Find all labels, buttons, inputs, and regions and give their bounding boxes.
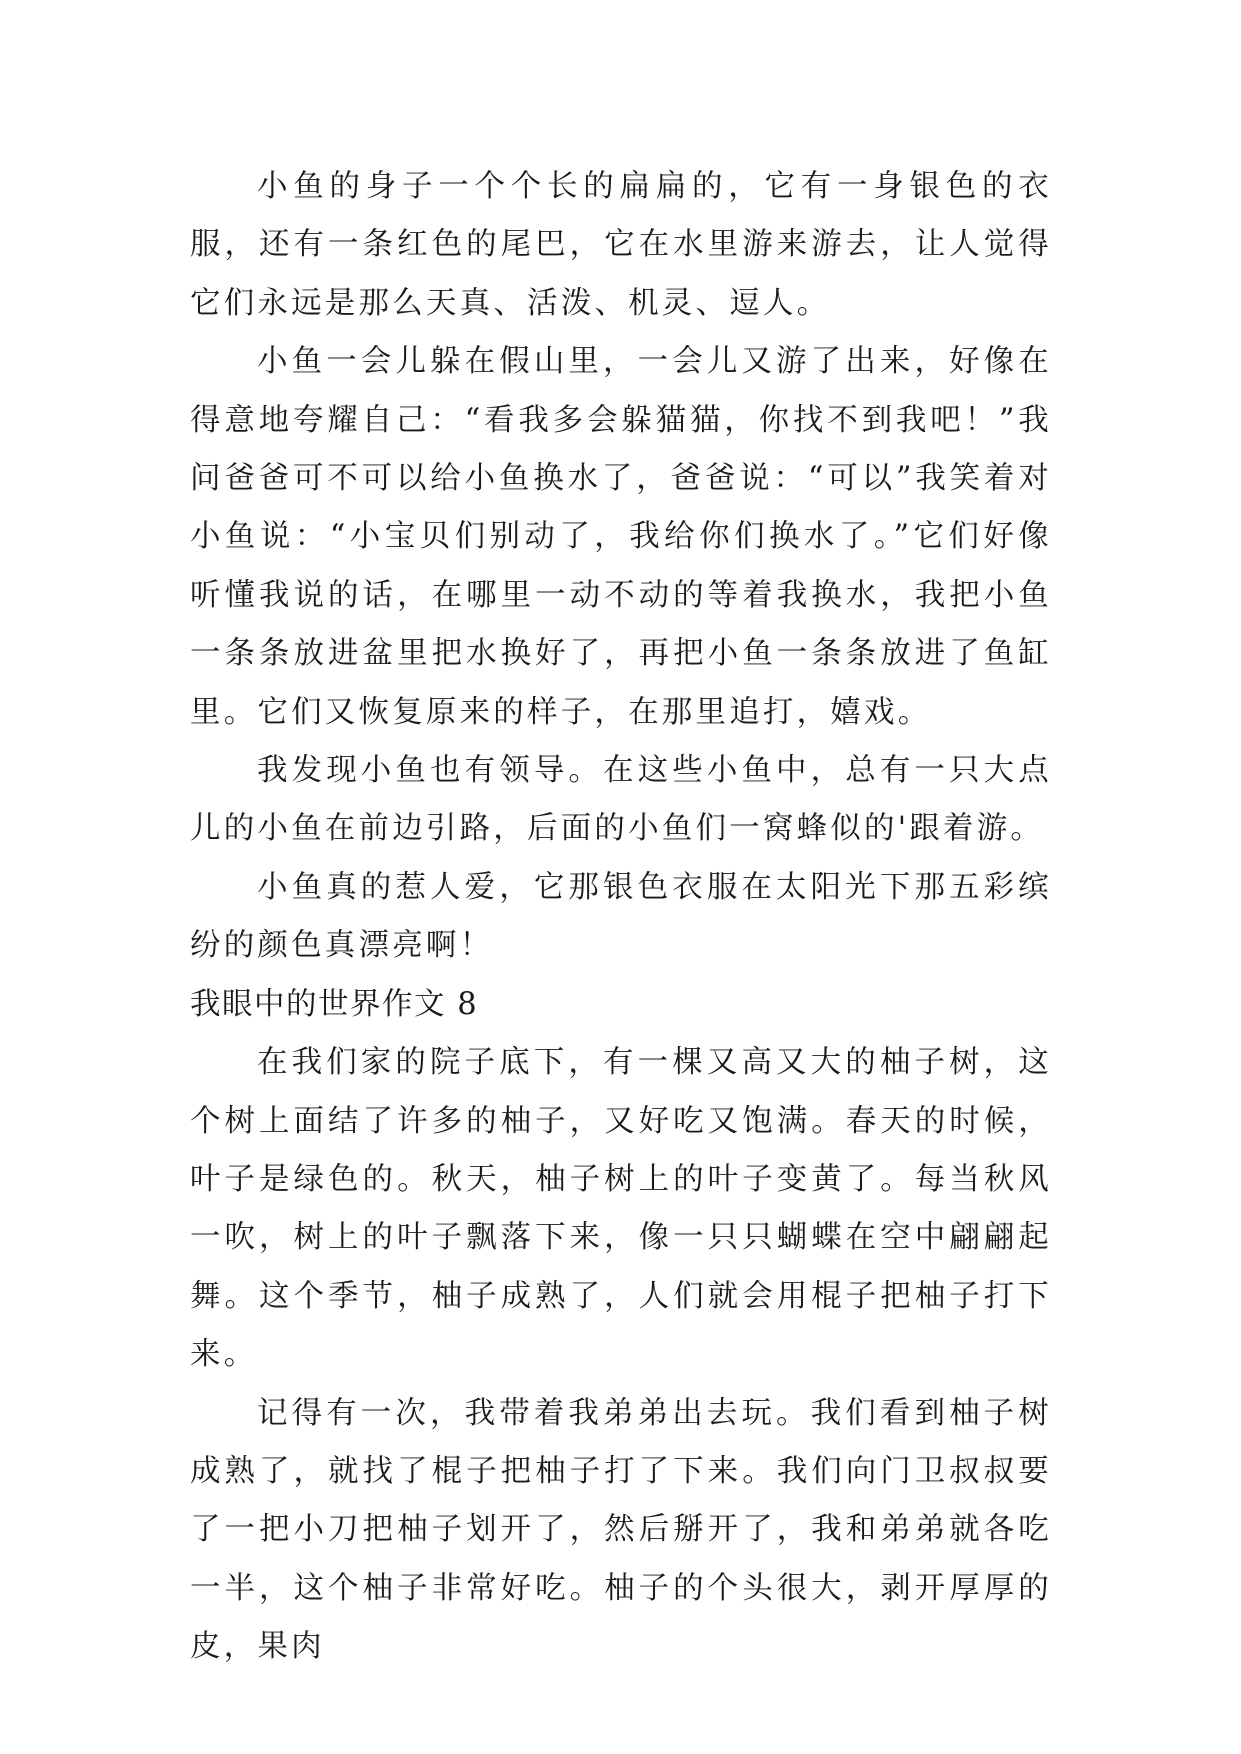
paragraph-fish-hide-and-seek: 小鱼一会儿躲在假山里，一会儿又游了出来，好像在得意地夸耀自己：“看我多会躲猫猫，你找不到我吧！”我问爸爸可不可以给小鱼换水了，爸爸说：“可以”我笑着对小鱼说：“小宝贝们别动了，我给你们换水了。”它们好像听懂我说的话，在哪里一动不动的等着我换水，我把小鱼一条条放进盆里把水换好了，再把小鱼一条条放进了鱼缸里。它们又恢复原来的样子，在那里追打，嬉戏。 (190, 344, 1052, 730)
essay-heading: 我眼中的世界作文 8 (190, 986, 479, 1022)
paragraph-pomelo-memory: 记得有一次，我带着我弟弟出去玩。我们看到柚子树成熟了，就找了棍子把柚子打了下来。我们向门卫叔叔要了一把小刀把柚子划开了，然后掰开了，我和弟弟就各吃一半，这个柚子非常好吃。柚子的个头很大，剥开厚厚的皮，果肉 (190, 1395, 1052, 1665)
paragraph-pomelo-tree: 在我们家的院子底下，有一棵又高又大的柚子树，这个树上面结了许多的柚子，又好吃又饱满。春天的时候，叶子是绿色的。秋天，柚子树上的叶子变黄了。每当秋风一吹，树上的叶子飘落下来，像一只只蝴蝶在空中翩翩起舞。这个季节，柚子成熟了，人们就会用棍子把柚子打下来。 (190, 1045, 1052, 1373)
paragraph-fish-conclusion: 小鱼真的惹人爱，它那银色衣服在太阳光下那五彩缤纷的颜色真漂亮啊！ (190, 869, 1052, 964)
document-body (190, 158, 1052, 1677)
paragraph-fish-appearance: 小鱼的身子一个个长的扁扁的，它有一身银色的衣服，还有一条红色的尾巴，它在水里游来游去，让人觉得它们永远是那么天真、活泼、机灵、逗人。 (190, 169, 1052, 321)
paragraph-fish-leader: 我发现小鱼也有领导。在这些小鱼中，总有一只大点儿的小鱼在前边引路，后面的小鱼们一窝蜂似的'跟着游。 (190, 753, 1052, 847)
